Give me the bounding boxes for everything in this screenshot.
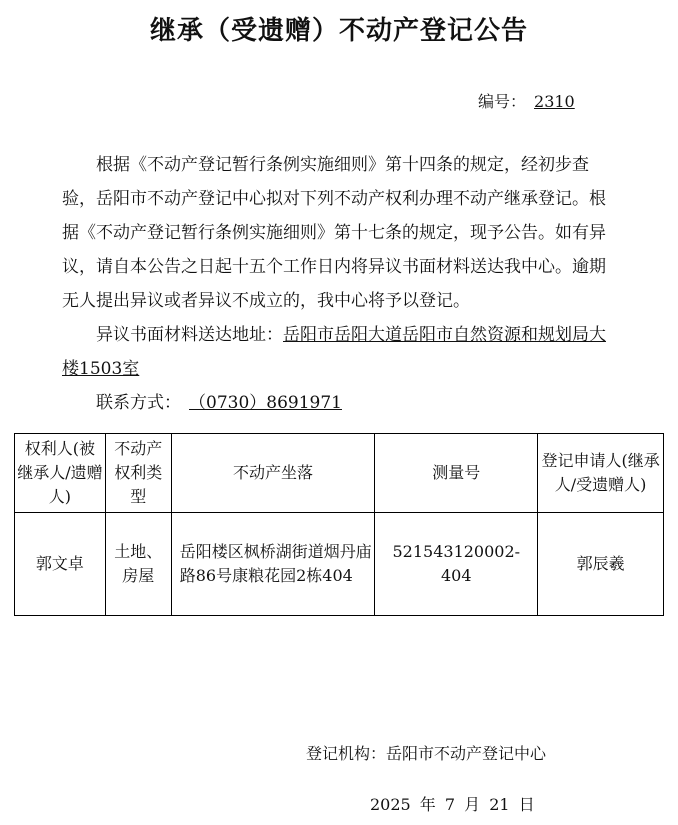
registration-org-label: 登记机构：: [306, 744, 387, 763]
registration-org-value: 岳阳市不动产登记中心: [386, 744, 547, 763]
objection-address-label: 异议书面材料送达地址：: [96, 325, 283, 345]
notice-body-paragraph: 根据《不动产登记暂行条例实施细则》第十四条的规定，经初步查验，岳阳市不动产登记中心拟对下列不动产权利办理不动产继承登记。根据《不动产登记暂行条例实施细则》第十七条的规定，现予公告。如有异议，请自本公告之日起十五个工作日内将异议书面材料送达我中心。逾期无人提出异议或者异议不成立的，我中心将予以登记。: [62, 155, 606, 311]
registration-organization: [306, 741, 546, 764]
header-right-type: 不动产权利类型: [105, 434, 171, 513]
document-number: [478, 89, 575, 112]
objection-address-value: 岳阳市岳阳大道岳阳市自然资源和规划局大楼1503室: [62, 325, 606, 379]
document-number-value: 2310: [534, 92, 575, 111]
header-applicant: 登记申请人(继承人/受遗赠人): [538, 434, 664, 513]
contact-phone: （0730）8691971: [189, 393, 342, 413]
cell-applicant: 郭辰羲: [538, 513, 664, 616]
cell-location: 岳阳楼区枫桥湖街道烟丹庙路86号康粮花园2栋404: [171, 513, 375, 616]
contact-info: [96, 386, 342, 420]
header-location: 不动产坐落: [171, 434, 375, 513]
header-survey-number: 测量号: [375, 434, 538, 513]
document-number-label: 编号：: [478, 92, 527, 111]
contact-label: 联系方式：: [96, 393, 181, 413]
property-notice-table: [14, 433, 664, 616]
cell-survey-number: 521543120002-404: [375, 513, 538, 616]
objection-address: [62, 318, 622, 386]
table-row: [15, 513, 664, 616]
notice-date: 2025 年 7 月 21 日: [370, 795, 535, 814]
cell-right-type: 土地、房屋: [105, 513, 171, 616]
page-title: 继承（受遗赠）不动产登记公告: [149, 16, 528, 46]
table-header-row: [15, 434, 664, 513]
cell-rights-holder: 郭文卓: [15, 513, 106, 616]
header-rights-holder: 权利人(被继承人/遗赠人): [15, 434, 106, 513]
